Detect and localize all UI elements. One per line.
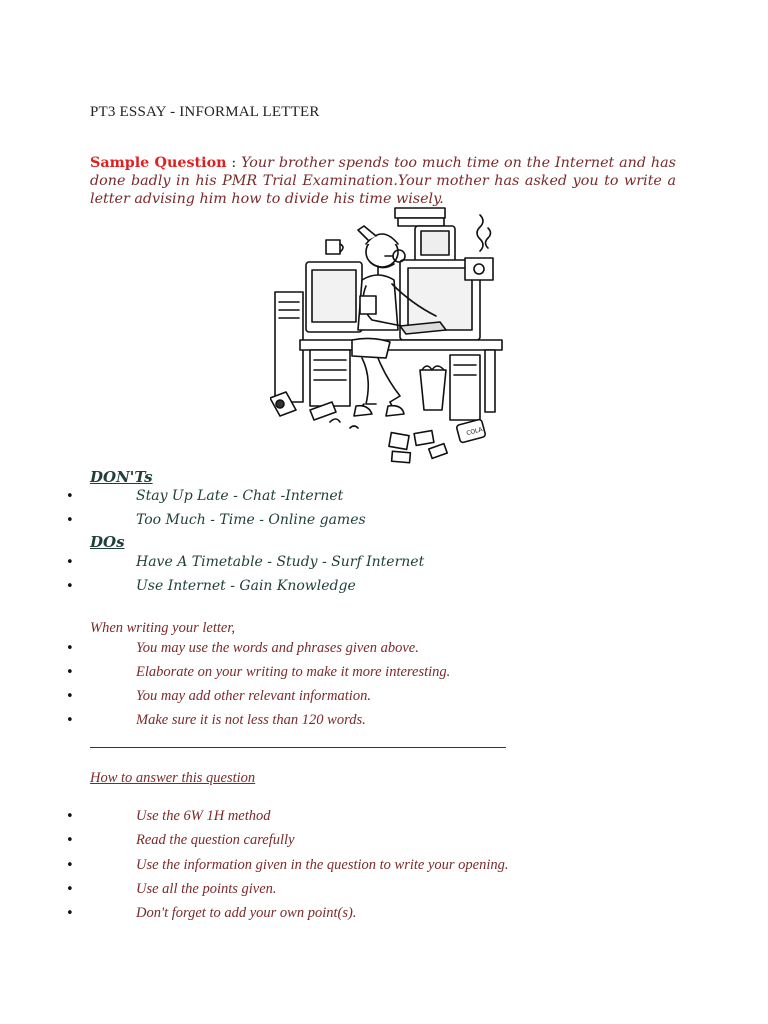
bullet-icon: • [66,689,74,704]
bullet-icon: • [66,858,74,873]
section-divider [90,747,506,748]
cola-can-label: COLA [465,426,484,438]
howto-item: Use the 6W 1H method [136,808,271,824]
howto-item: Use all the points given. [136,881,277,897]
dos-heading: DOs [90,533,125,551]
donts-item: Too Much - Time - Online games [136,512,366,528]
howto-item: Read the question carefully [136,832,295,848]
computer-desk-illustration [270,200,510,465]
document-title: PT3 ESSAY - INFORMAL LETTER [90,104,320,120]
bullet-icon: • [66,809,74,824]
bullet-icon: • [66,579,74,594]
writing-item: You may add other relevant information. [136,688,371,704]
howto-item: Don't forget to add your own point(s). [136,905,357,921]
sample-question-text: Your brother spends too much time on the Internet and has done badly in his PMR Trial Examination.Your mother has asked you to write a letter advising him how to divide his time wisely. [90,155,676,207]
bullet-icon: • [66,713,74,728]
writing-intro: When writing your letter, [90,620,235,636]
donts-heading: DON'Ts [90,468,153,486]
howto-item: Use the information given in the question to write your opening. [136,857,509,873]
bullet-icon: • [66,833,74,848]
bullet-icon: • [66,489,74,504]
bullet-icon: • [66,555,74,570]
howto-heading: How to answer this question [90,770,256,786]
dos-item: Use Internet - Gain Knowledge [136,578,356,594]
writing-item: Make sure it is not less than 120 words. [136,712,366,728]
sample-question-colon: : [226,155,242,171]
bullet-icon: • [66,882,74,897]
sample-question-label: Sample Question [90,155,227,171]
bullet-icon: • [66,906,74,921]
bullet-icon: • [66,513,74,528]
donts-item: Stay Up Late - Chat -Internet [136,488,344,504]
writing-item: You may use the words and phrases given above. [136,640,419,656]
dos-item: Have A Timetable - Study - Surf Internet [136,554,425,570]
bullet-icon: • [66,641,74,656]
writing-item: Elaborate on your writing to make it more interesting. [136,664,451,680]
bullet-icon: • [66,665,74,680]
